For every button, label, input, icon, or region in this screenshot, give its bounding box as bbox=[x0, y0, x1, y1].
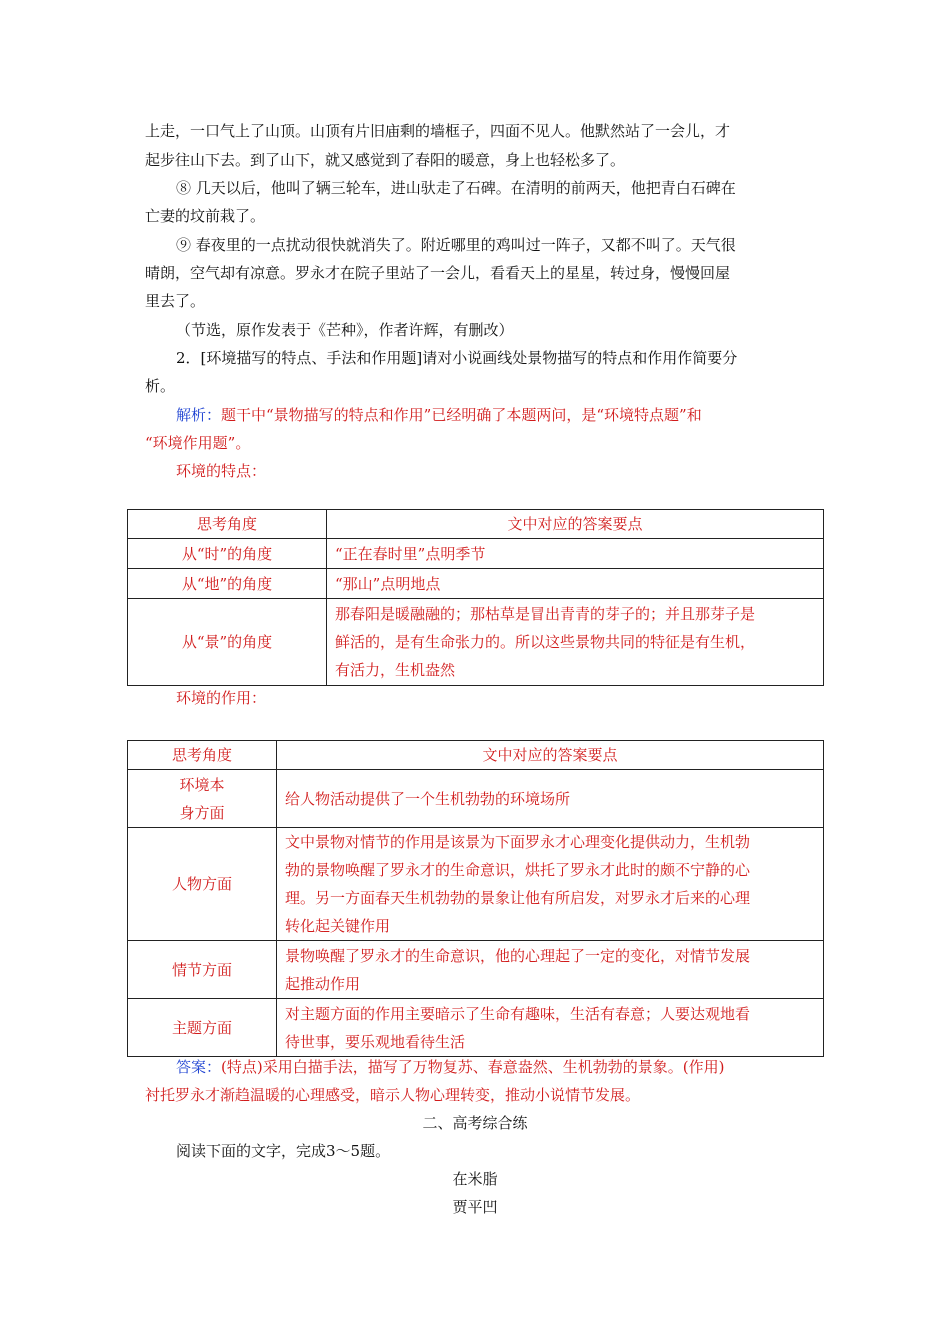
table-row bbox=[128, 941, 824, 999]
table-cell-answer bbox=[277, 828, 824, 941]
passage-line: 里去了。 bbox=[145, 292, 206, 310]
table-cell-angle bbox=[128, 999, 277, 1057]
table-header: 思考角度 bbox=[128, 741, 277, 770]
question-2: 2．[环境描写的特点、手法和作用题]请对小说画线处景物描写的特点和作用作简要分 bbox=[176, 349, 738, 367]
table-cell-angle bbox=[128, 770, 277, 828]
section-instruction: 阅读下面的文字，完成3～5题。 bbox=[176, 1142, 391, 1160]
story-title: 在米脂 bbox=[452, 1170, 498, 1188]
cell-line: 主题方面 bbox=[171, 1018, 232, 1037]
table-header-row bbox=[128, 510, 824, 539]
cell-line: 身方面 bbox=[179, 803, 225, 822]
cell-line: 有活力，生机盎然 bbox=[335, 661, 456, 679]
cell-line: 景物唤醒了罗永才的生命意识，他的心理起了一定的变化，对情节发展 bbox=[285, 946, 751, 965]
passage-line: 起步往山下去。到了山下，就又感觉到了春阳的暖意，身上也轻松多了。 bbox=[145, 151, 626, 169]
table-cell-answer bbox=[327, 599, 824, 686]
analysis-label: 解析： bbox=[176, 406, 222, 424]
table-cell-angle: 从“时”的角度 bbox=[128, 539, 327, 569]
analysis-text: 题干中“景物描写的特点和作用”已经明确了本题两问，是“环境特点题”和 bbox=[221, 406, 702, 424]
cell-line: “正在春时里”点明季节 bbox=[335, 544, 486, 563]
passage-line: 亡妻的坟前栽了。 bbox=[145, 207, 266, 225]
cell-line: 情节方面 bbox=[171, 960, 232, 979]
cell-line: 给人物活动提供了一个生机勃勃的环境场所 bbox=[285, 789, 571, 808]
passage-para-9: ⑨ 春夜里的一点扰动很快就消失了。附近哪里的鸡叫过一阵子，又都不叫了。天气很 bbox=[176, 236, 736, 254]
table-cell-answer bbox=[277, 770, 824, 828]
effects-table bbox=[127, 740, 824, 1057]
passage-line: 晴朗，空气却有凉意。罗永才在院子里站了一会儿，看看天上的星星，转过身，慢慢回屋 bbox=[145, 264, 731, 282]
cell-line: 理。另一方面春天生机勃勃的景象让他有所启发，对罗永才后来的心理 bbox=[285, 889, 751, 907]
cell-line: 鲜活的，是有生命张力的。所以这些景物共同的特征是有生机， bbox=[335, 633, 756, 651]
answer-text: (特点)采用白描手法，描写了万物复苏、春意盎然、生机勃勃的景象。(作用) bbox=[221, 1058, 725, 1076]
cell-line: 环境本 bbox=[179, 775, 225, 794]
table-cell-answer bbox=[327, 569, 824, 599]
table-row bbox=[128, 569, 824, 599]
table-header-row bbox=[128, 741, 824, 770]
question-2-cont: 析。 bbox=[145, 377, 176, 395]
cell-line: 勃的景物唤醒了罗永才的生命意识，烘托了罗永才此时的颇不宁静的心 bbox=[285, 861, 751, 879]
source-note: （节选，原作发表于《芒种》，作者许辉，有删改） bbox=[176, 321, 514, 339]
cell-line: “那山”点明地点 bbox=[335, 574, 441, 593]
answer-line bbox=[176, 1057, 724, 1077]
features-table bbox=[127, 509, 824, 686]
table-row bbox=[128, 599, 824, 686]
answer-label: 答案： bbox=[176, 1058, 222, 1076]
table-cell-angle bbox=[128, 828, 277, 941]
table-cell-answer bbox=[327, 539, 824, 569]
cell-line: 那春阳是暖融融的；那枯草是冒出青青的芽子的；并且那芽子是 bbox=[335, 605, 756, 623]
table-cell-angle: 从“地”的角度 bbox=[128, 569, 327, 599]
table-cell-angle bbox=[128, 941, 277, 999]
analysis-text-cont: “环境作用题”。 bbox=[145, 434, 251, 452]
table-header: 文中对应的答案要点 bbox=[277, 741, 824, 770]
passage-para-8: ⑧ 几天以后，他叫了辆三轮车，进山驮走了石碑。在清明的前两天，他把青白石碑在 bbox=[176, 179, 736, 197]
table-cell-answer bbox=[277, 999, 824, 1057]
cell-line: 人物方面 bbox=[171, 875, 232, 893]
table-cell-angle: 从“景”的角度 bbox=[128, 599, 327, 686]
answer-text-cont: 衬托罗永才渐趋温暖的心理感受，暗示人物心理转变，推动小说情节发展。 bbox=[145, 1086, 641, 1104]
cell-line: 起推动作用 bbox=[285, 974, 361, 993]
table-row bbox=[128, 539, 824, 569]
table-row bbox=[128, 770, 824, 828]
table-row bbox=[128, 828, 824, 941]
table-header: 思考角度 bbox=[128, 510, 327, 539]
cell-line: 转化起关键作用 bbox=[285, 917, 391, 935]
cell-line: 对主题方面的作用主要暗示了生命有趣味，生活有春意；人要达观地看 bbox=[285, 1004, 751, 1023]
table-header: 文中对应的答案要点 bbox=[327, 510, 824, 539]
cell-line: 待世事，要乐观地看待生活 bbox=[285, 1032, 466, 1051]
analysis-line bbox=[176, 405, 702, 425]
cell-line: 文中景物对情节的作用是该景为下面罗永才心理变化提供动力，生机勃 bbox=[285, 833, 751, 851]
effects-title: 环境的作用： bbox=[176, 689, 267, 707]
passage-line: 上走，一口气上了山顶。山顶有片旧庙剩的墙框子，四面不见人。他默然站了一会儿，才 bbox=[145, 122, 731, 140]
section-heading: 二、高考综合练 bbox=[422, 1114, 528, 1132]
features-title: 环境的特点： bbox=[176, 462, 267, 480]
table-row bbox=[128, 999, 824, 1057]
story-author: 贾平凹 bbox=[452, 1198, 498, 1216]
table-cell-answer bbox=[277, 941, 824, 999]
